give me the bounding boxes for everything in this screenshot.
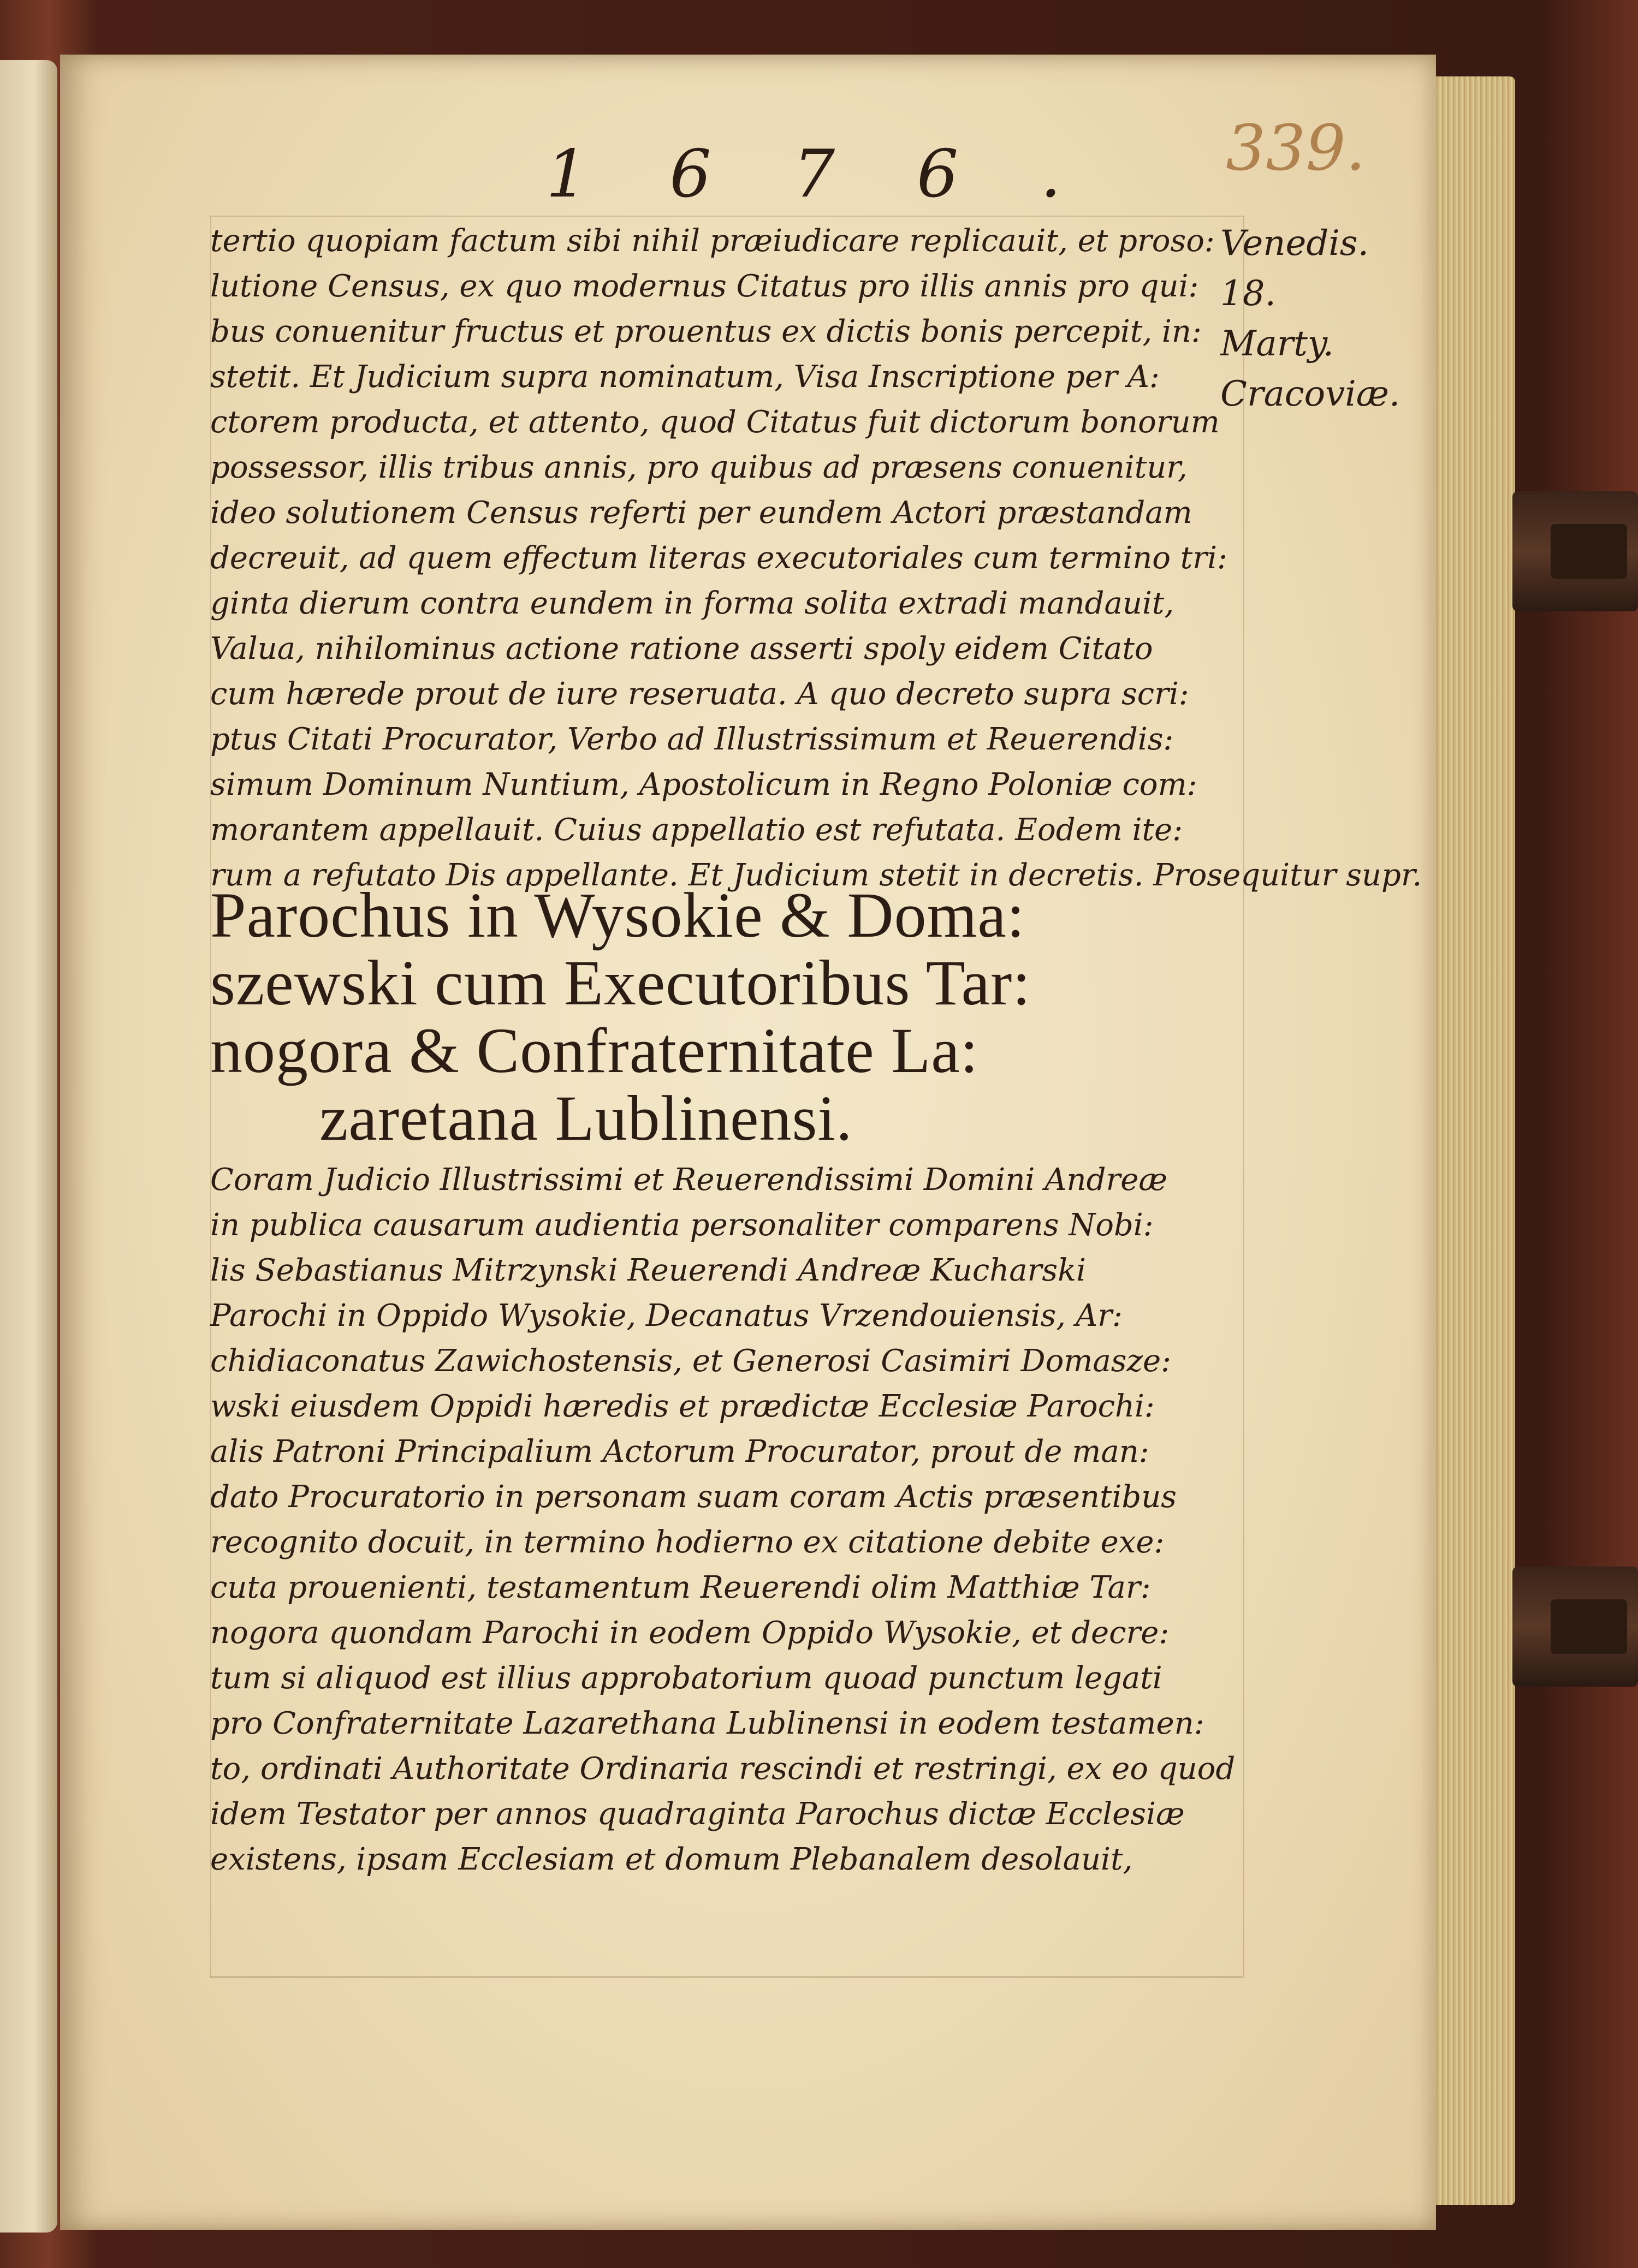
text-line: simum Dominum Nuntium, Apostolicum in Regno Poloniæ com: (210, 767, 1197, 802)
text-line: decreuit, ad quem effectum literas executoriales cum termino tri: (210, 540, 1227, 576)
page-year: 1676. (546, 136, 1143, 212)
text-line: Parochi in Oppido Wysokie, Decanatus Vrzendouiensis, Ar: (210, 1298, 1123, 1334)
left-page-edge (0, 60, 57, 2233)
text-line: lis Sebastianus Mitrzynski Reuerendi Andreæ Kucharski (210, 1253, 1087, 1288)
margin-note-line: Cracoviæ. (1220, 374, 1400, 414)
text-line: nogora quondam Parochi in eodem Oppido Wysokie, et decre: (210, 1615, 1170, 1651)
text-line: existens, ipsam Ecclesiam et domum Plebanalem desolauit, (210, 1842, 1133, 1877)
text-line: stetit. Et Judicium supra nominatum, Visa Inscriptione per A: (210, 359, 1160, 395)
text-line: to, ordinati Authoritate Ordinaria rescindi et restringi, ex eo quod (210, 1751, 1236, 1787)
text-line: ginta dierum contra eundem in forma solita extradi mandauit, (210, 586, 1174, 621)
text-line: alis Patroni Principalium Actorum Procurator, prout de man: (210, 1434, 1149, 1469)
text-line: tum si aliquod est illius approbatorium quoad punctum legati (210, 1660, 1162, 1696)
text-line: Valua, nihilominus actione ratione asserti spoly eidem Citato (210, 631, 1153, 666)
text-line: dato Procuratorio in personam suam coram Actis præsentibus (210, 1479, 1177, 1515)
text-line: pro Confraternitate Lazarethana Lublinensi in eodem testamen: (210, 1706, 1204, 1741)
heading-line: zaretana Lublinensi. (319, 1082, 853, 1154)
text-line: ptus Citati Procurator, Verbo ad Illustrissimum et Reuerendis: (210, 722, 1174, 757)
folio-number: 339. (1226, 112, 1366, 185)
paragraph-2 (210, 1157, 1242, 1882)
text-line: ctorem producta, et attento, quod Citatus fuit dictorum bonorum (210, 404, 1220, 440)
heading-line: nogora & Confraternitate La: (210, 1015, 979, 1086)
section-heading (210, 879, 1242, 1154)
heading-line: Parochus in Wysokie & Doma: (210, 879, 1025, 951)
text-line: rum a refutato Dis appellante. Et Judicium stetit in decretis. Prosequitur supr. (210, 858, 1422, 893)
margin-note (1220, 218, 1406, 419)
text-line: ideo solutionem Census referti per eundem Actori præstandam (210, 495, 1192, 531)
page-block-edge (1433, 76, 1515, 2205)
text-line: morantem appellauit. Cuius appellatio est refutata. Eodem ite: (210, 812, 1183, 848)
margin-note-line: Venedis. 18. (1220, 223, 1369, 314)
upper-clasp (1512, 491, 1638, 611)
lower-clasp (1512, 1567, 1638, 1687)
text-line: lutione Census, ex quo modernus Citatus pro illis annis pro qui: (210, 269, 1199, 304)
text-line: tertio quopiam factum sibi nihil præiudicare replicauit, et proso: (210, 223, 1215, 259)
margin-note-line: Marty. (1220, 324, 1334, 364)
text-line: possessor, illis tribus annis, pro quibus ad præsens conuenitur, (210, 450, 1188, 485)
text-line: in publica causarum audientia personaliter comparens Nobi: (210, 1207, 1154, 1243)
text-line: cum hærede prout de iure reseruata. A quo decreto supra scri: (210, 676, 1189, 712)
text-line: cuta prouenienti, testamentum Reuerendi olim Matthiæ Tar: (210, 1570, 1151, 1605)
text-line: wski eiusdem Oppidi hæredis et prædictæ Ecclesiæ Parochi: (210, 1389, 1155, 1424)
text-line: idem Testator per annos quadraginta Parochus dictæ Ecclesiæ (210, 1796, 1185, 1832)
ruled-bottom-line (210, 1976, 1242, 1977)
text-line: Coram Judicio Illustrissimi et Reuerendissimi Domini Andreæ (210, 1162, 1168, 1198)
heading-line: szewski cum Executoribus Tar: (210, 947, 1031, 1019)
text-line: chidiaconatus Zawichostensis, et Generosi Casimiri Domasze: (210, 1343, 1172, 1379)
text-line: bus conuenitur fructus et prouentus ex dictis bonis percepit, in: (210, 314, 1202, 349)
text-line: recognito docuit, in termino hodierno ex citatione debite exe: (210, 1525, 1165, 1560)
